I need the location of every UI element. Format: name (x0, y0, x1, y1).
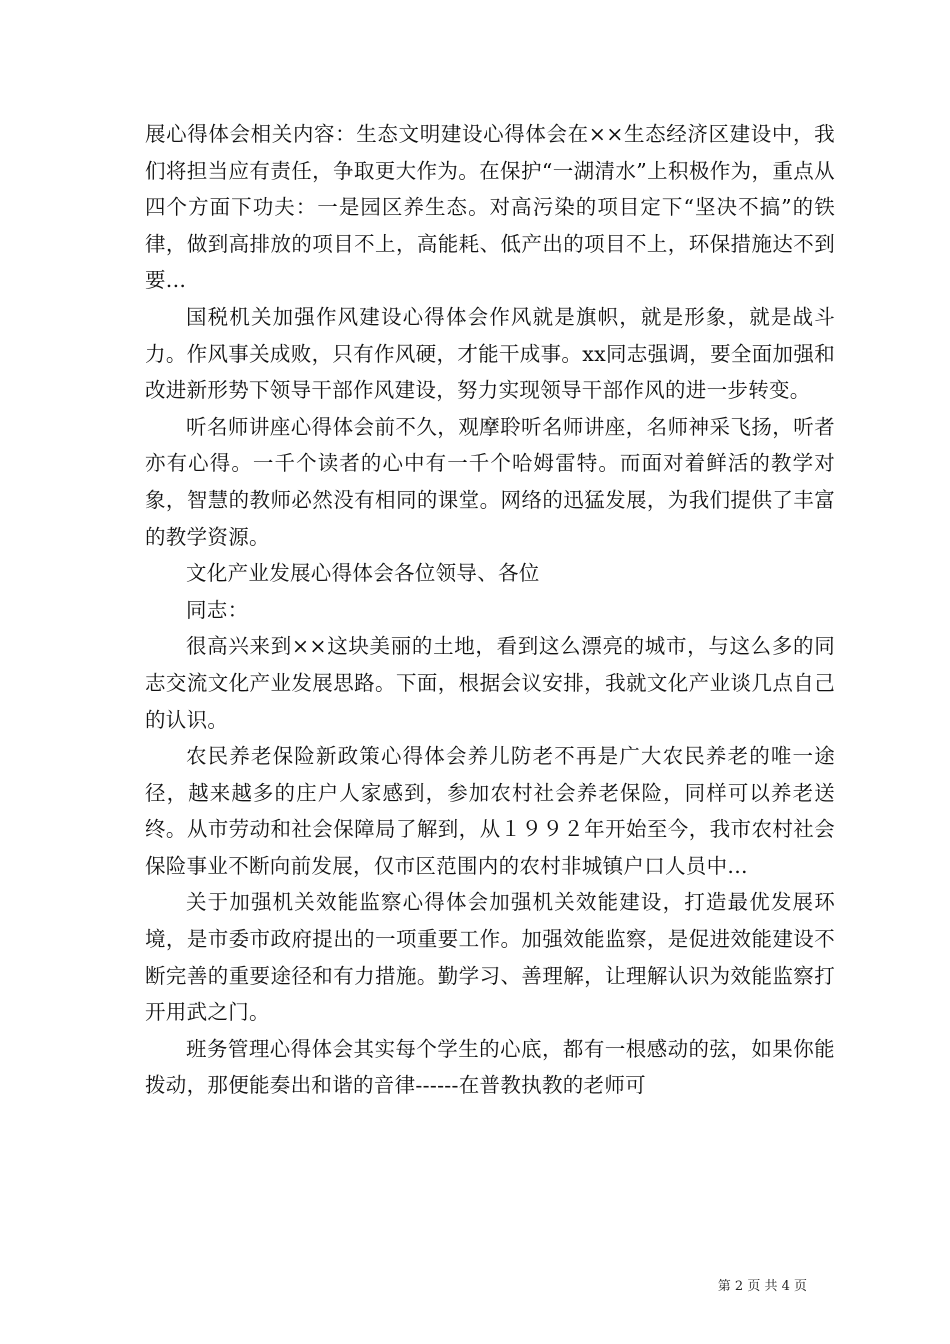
page-number-footer: 第 2 页 共 4 页 (717, 1279, 807, 1294)
paragraph-7: 农民养老保险新政策心得体会养儿防老不再是广大农民养老的唯一途径，越来越多的庄户人家感到，参加农村社会养老保险，同样可以养老送终。从市劳动和社会保障局了解到，从１９９２年开始至今，我市农村社会保险事业不断向前发展，仅市区范围内的农村非城镇户口人员中... (145, 744, 835, 878)
paragraph-9: 班务管理心得体会其实每个学生的心底，都有一根感动的弦，如果你能拨动，那便能奏出和谐的音律------在普教执教的老师可 (145, 1036, 835, 1098)
paragraph-5: 同志： (186, 597, 249, 622)
paragraph-8: 关于加强机关效能监察心得体会加强机关效能建设，打造最优发展环境，是市委市政府提出的一项重要工作。加强效能监察，是促进效能建设不断完善的重要途径和有力措施。勤学习、善理解，让理解认识为效能监察打开用武之门。 (145, 890, 835, 1025)
paragraph-2: 国税机关加强作风建设心得体会作风就是旗帜，就是形象，就是战斗力。作风事关成败，只有作风硬，才能干成事。xx同志强调，要全面加强和改进新形势下领导干部作风建设，努力实现领导干部作风的进一步转变。 (145, 304, 835, 403)
paragraph-1: 展心得体会相关内容：生态文明建设心得体会在××生态经济区建设中，我们将担当应有责任，争取更大作为。在保护“一湖清水”上积极作为，重点从四个方面下功夫：一是园区养生态。对高污染的项目定下“坚决不搞”的铁律，做到高排放的项目不上，高能耗、低产出的项目不上，环保措施达不到要... (145, 122, 835, 293)
paragraph-3: 听名师讲座心得体会前不久，观摩聆听名师讲座，名师神采飞扬，听者亦有心得。一千个读者的心中有一千个哈姆雷特。而面对着鲜活的教学对象，智慧的教师必然没有相同的课堂。网络的迅猛发展，为我们提供了丰富的教学资源。 (145, 414, 835, 549)
document-body (145, 116, 835, 1104)
paragraph-4: 文化产业发展心得体会各位领导、各位 (186, 561, 540, 586)
paragraph-6: 很高兴来到××这块美丽的土地，看到这么漂亮的城市，与这么多的同志交流文化产业发展思路。下面，根据会议安排，我就文化产业谈几点自己的认识。 (145, 634, 835, 732)
